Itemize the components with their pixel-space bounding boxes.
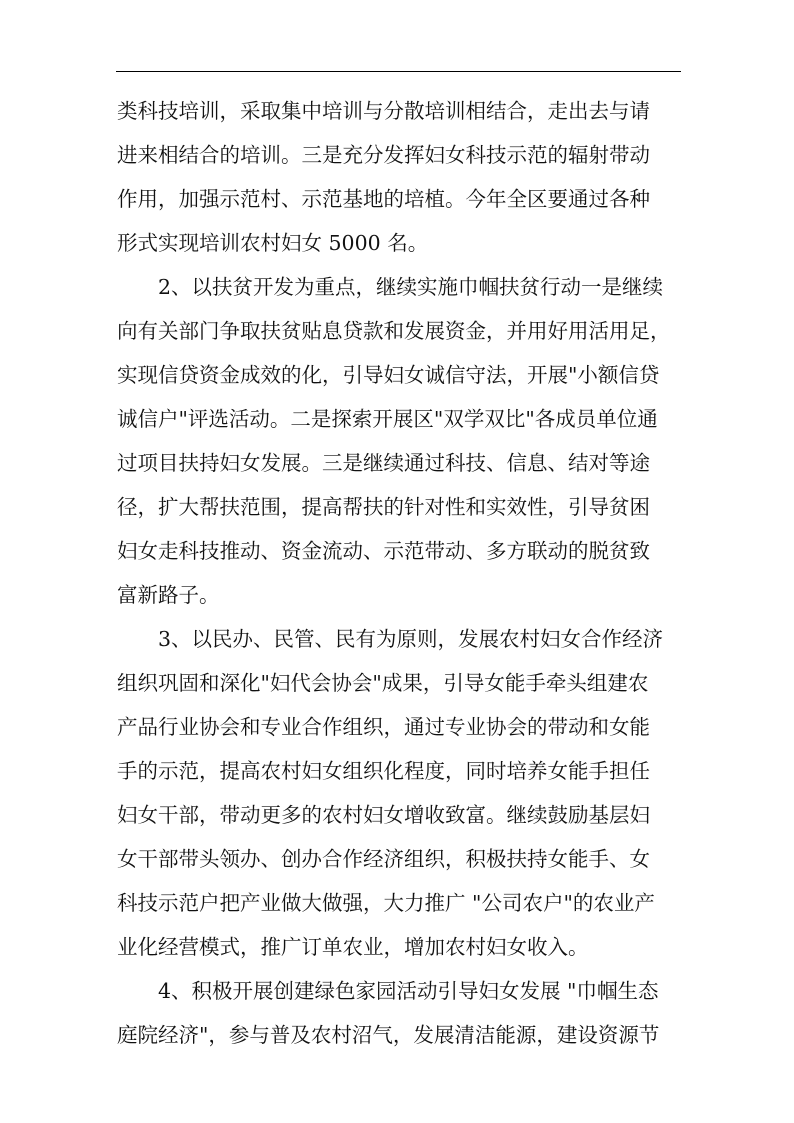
text-line: 女干部带头领办、创办合作经济组织，积极扶持女能手、女 (117, 847, 650, 871)
text-line: 业化经营模式，推广订单农业，增加农村妇女收入。 (117, 935, 589, 959)
text-line: 富新路子。 (117, 583, 220, 607)
text-line: 庭院经济"，参与普及农村沼气，发展清洁能源，建设资源节 (117, 1023, 660, 1047)
text-line: 类科技培训，采取集中培训与分散培训相结合，走出去与请 (117, 99, 650, 123)
text-line: 进来相结合的培训。三是充分发挥妇女科技示范的辐射带动 (117, 143, 650, 167)
text-line: 诚信户"评选活动。二是探索开展区"双学双比"各成员单位通 (117, 407, 658, 431)
text-line: 妇女走科技推动、资金流动、示范带动、多方联动的脱贫致 (117, 539, 650, 563)
text-line: 手的示范，提高农村妇女组织化程度，同时培养女能手担任 (117, 759, 650, 783)
paragraph-2-start: 2、以扶贫开发为重点，继续实施巾帼扶贫行动一是继续 (117, 275, 664, 299)
text-line: 科技示范户把产业做大做强，大力推广 "公司农户"的农业产 (117, 891, 655, 915)
text-line: 作用，加强示范村、示范基地的培植。今年全区要通过各种 (117, 187, 650, 211)
text-line: 径，扩大帮扶范围，提高帮扶的针对性和实效性，引导贫困 (117, 495, 650, 519)
text-line: 组织巩固和深化"妇代会协会"成果，引导女能手牵头组建农 (117, 671, 649, 695)
text-line: 妇女干部，带动更多的农村妇女增收致富。继续鼓励基层妇 (117, 803, 650, 827)
header-rule (116, 71, 681, 72)
text-line: 产品行业协会和专业合作组织，通过专业协会的带动和女能 (117, 715, 650, 739)
paragraph-3-start: 3、以民办、民管、民有为原则，发展农村妇女合作经济 (117, 627, 664, 651)
text-line: 过项目扶持妇女发展。三是继续通过科技、信息、结对等途 (117, 451, 650, 475)
text-line: 形式实现培训农村妇女 5000 名。 (117, 231, 429, 255)
text-line: 实现信贷资金成效的化，引导妇女诚信守法，开展"小额信贷 (117, 363, 660, 387)
paragraph-4-start: 4、积极开展创建绿色家园活动引导妇女发展 "巾帼生态 (117, 979, 659, 1003)
text-line: 向有关部门争取扶贫贴息贷款和发展资金，并用好用活用足， (117, 319, 671, 343)
